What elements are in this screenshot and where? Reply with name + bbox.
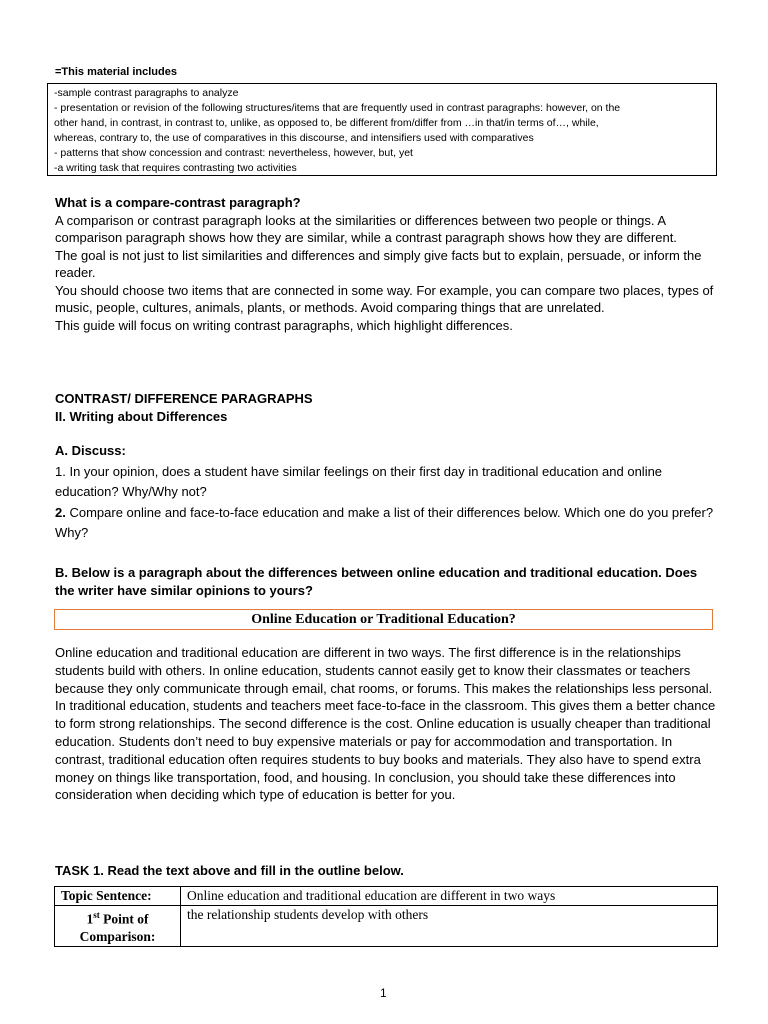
includes-item: -a writing task that requires contrasting two activities <box>54 162 297 174</box>
row-label: 1st Point of Comparison: <box>55 906 181 947</box>
partB-heading: B. Below is a paragraph about the differences between online education and traditional education. Does the writer have similar opinions to yours? <box>55 565 698 598</box>
section-heading <box>55 390 720 425</box>
includes-item: other hand, in contrast, in contrast to, unlike, as opposed to, be different from/differ from …in that/in terms of…, while, <box>54 117 599 129</box>
row-label: Topic Sentence: <box>55 887 181 906</box>
includes-item: - presentation or revision of the following structures/items that are frequently used in contrast paragraphs: however, on the <box>54 102 621 114</box>
includes-title: =This material includes <box>55 66 177 78</box>
page-number: 1 <box>380 986 387 1000</box>
section-title: CONTRAST/ DIFFERENCE PARAGRAPHS <box>55 391 313 406</box>
intro-section <box>55 194 720 334</box>
includes-box <box>47 83 717 176</box>
discuss-question: 1. In your opinion, does a student have similar feelings on their first day in traditional education and online education? Why/Why not? <box>55 463 663 499</box>
intro-paragraph: You should choose two items that are connected in some way. For example, you can compare two places, types of music, people, cultures, animals, plants, or methods. Avoid comparing things that are unrelated. <box>55 282 714 315</box>
discuss-heading: A. Discuss: <box>55 443 126 458</box>
intro-paragraph: The goal is not just to list similarities and differences and simply give facts but to explain, persuade, or inform the reader. <box>55 247 702 280</box>
table-row <box>55 906 718 947</box>
passage-paragraph: Online education and traditional education are different in two ways. The first difference is in the relationships students build with others. In online education, students cannot easily get to know their classmates or teachers because they only communicate through email, chat rooms, or forums. This makes the relationships less personal. In traditional education, students and teachers meet face-to-face in the classroom. This gives them a better chance to form strong relationships. The second difference is the cost. Online education is usually cheaper than traditional education. Students don’t need to buy expensive materials or pay for accommodation and transportation. In contrast, traditional education often requires students to buy books and materials. They also have to spend extra money on things like transportation, food, and housing. In conclusion, you should take these differences into consideration when deciding which type of education is better for you. <box>55 645 716 803</box>
intro-heading: What is a compare-contrast paragraph? <box>55 195 301 210</box>
includes-item: - patterns that show concession and contrast: nevertheless, however, but, yet <box>54 147 413 159</box>
discuss-section <box>55 441 720 544</box>
includes-item: -sample contrast paragraphs to analyze <box>54 87 239 99</box>
question-number: 1. <box>55 463 66 479</box>
task-heading: TASK 1. Read the text above and fill in the outline below. <box>55 863 404 878</box>
includes-item: whereas, contrary to, the use of comparatives in this discourse, and intensifiers used with comparatives <box>54 132 534 144</box>
section-subtitle: II. Writing about Differences <box>55 408 228 424</box>
question-number: 2. <box>55 504 66 520</box>
intro-paragraph: A comparison or contrast paragraph looks at the similarities or differences between two people or things. A comparison paragraph shows how they are similar, while a contrast paragraph shows how they are different. <box>55 212 677 245</box>
discuss-question: 2. Compare online and face-to-face education and make a list of their differences below. Which one do you prefer? Why? <box>55 504 714 540</box>
table-row <box>55 887 718 906</box>
outline-table <box>54 886 718 947</box>
passage-title: Online Education or Traditional Education? <box>54 609 713 630</box>
intro-paragraph: This guide will focus on writing contrast paragraphs, which highlight differences. <box>55 317 513 333</box>
row-value[interactable]: the relationship students develop with others <box>181 906 718 947</box>
row-value[interactable]: Online education and traditional education are different in two ways <box>181 887 718 906</box>
